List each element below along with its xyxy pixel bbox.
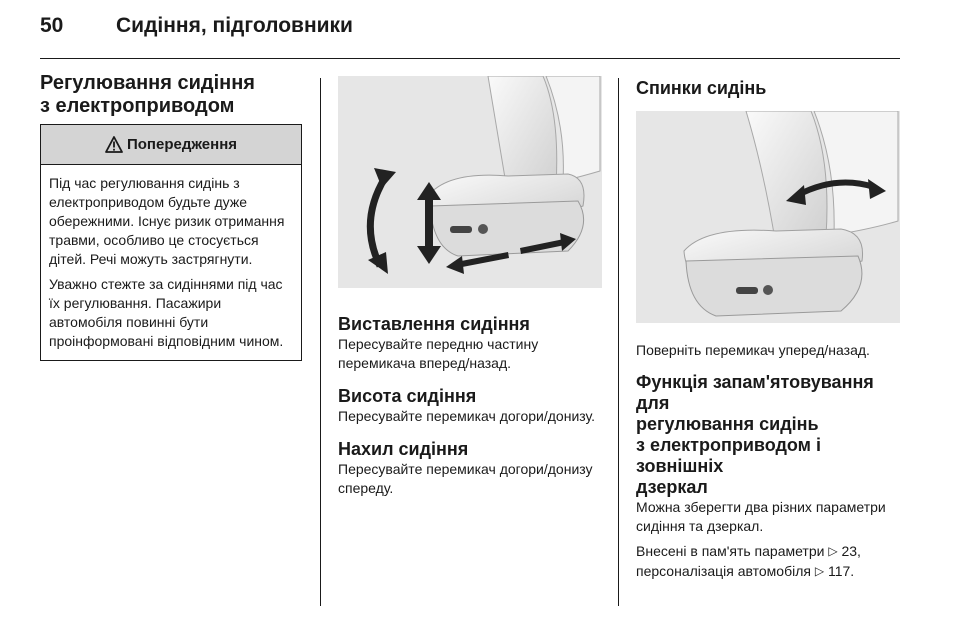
- text-seat-position: Пересувайте передню частину перемикача вперед/назад.: [338, 336, 539, 371]
- text-backrest-adjust: Поверніть перемикач уперед/назад.: [636, 342, 870, 358]
- warning-body: [41, 165, 301, 360]
- warning-paragraph-2: Уважно стежте за сидіннями під час їх регулювання. Пасажири автомобіля повинні бути проінформовані відповідним чином.: [49, 276, 284, 349]
- warning-header: [41, 125, 301, 165]
- section-seat-height: [338, 386, 602, 426]
- page-ref-link-1[interactable]: 23: [841, 543, 858, 559]
- section-seat-tilt: [338, 439, 602, 498]
- section-title-electric-seat: Регулювання сидіння з електроприводом: [40, 72, 255, 117]
- page-ref-arrow-icon: ▷: [814, 564, 825, 578]
- column-seat-adjust: [338, 72, 602, 498]
- column-seat-backrest: [636, 72, 902, 582]
- column-divider-2: [618, 78, 619, 606]
- page-number: 50: [40, 14, 64, 37]
- warning-label: Попередження: [126, 136, 238, 153]
- warning-box: [40, 124, 302, 361]
- running-title: Сидіння, підголовники: [116, 14, 353, 37]
- page-ref-link-2[interactable]: 117: [827, 563, 851, 579]
- warning-triangle-icon: [105, 136, 123, 153]
- column-electric-seat: [40, 72, 302, 361]
- subtitle-seat-tilt: Нахил сидіння: [338, 439, 469, 459]
- subtitle-seat-height: Висота сидіння: [338, 386, 477, 406]
- subtitle-memory-function: Функція запам'ятовування для регулювання сидінь з електроприводом і зовнішніх дзеркал: [636, 372, 874, 497]
- text-seat-tilt: Пересувайте перемикач догори/донизу спереду.: [338, 461, 593, 496]
- warning-paragraph-1: Під час регулювання сидінь з електроприводом будьте дуже обережними. Існує ризик отримання травми, особливо це стосується дітей. Речі можуть застрягнути.: [49, 175, 285, 267]
- text-seat-height: Пересувайте перемикач догори/донизу.: [338, 408, 596, 424]
- page-header: [40, 14, 353, 44]
- page-ref-arrow-icon: ▷: [828, 544, 838, 558]
- subtitle-seat-position: Виставлення сидіння: [338, 314, 530, 334]
- text-memory-paragraph-1: Можна зберегти два різних параметри сидіння та дзеркал.: [636, 499, 886, 534]
- seat-adjust-illustration: [338, 76, 602, 288]
- subtitle-seat-backrests: Спинки сидінь: [636, 78, 767, 98]
- text-memory-paragraph-2: Внесені в пам'ять параметри ▷ 23, персоналізація автомобіля ▷ 117.: [636, 543, 861, 579]
- section-seat-position: [338, 314, 602, 373]
- column-divider-1: [320, 78, 321, 606]
- backrest-illustration: [636, 111, 900, 323]
- header-rule: [40, 58, 900, 59]
